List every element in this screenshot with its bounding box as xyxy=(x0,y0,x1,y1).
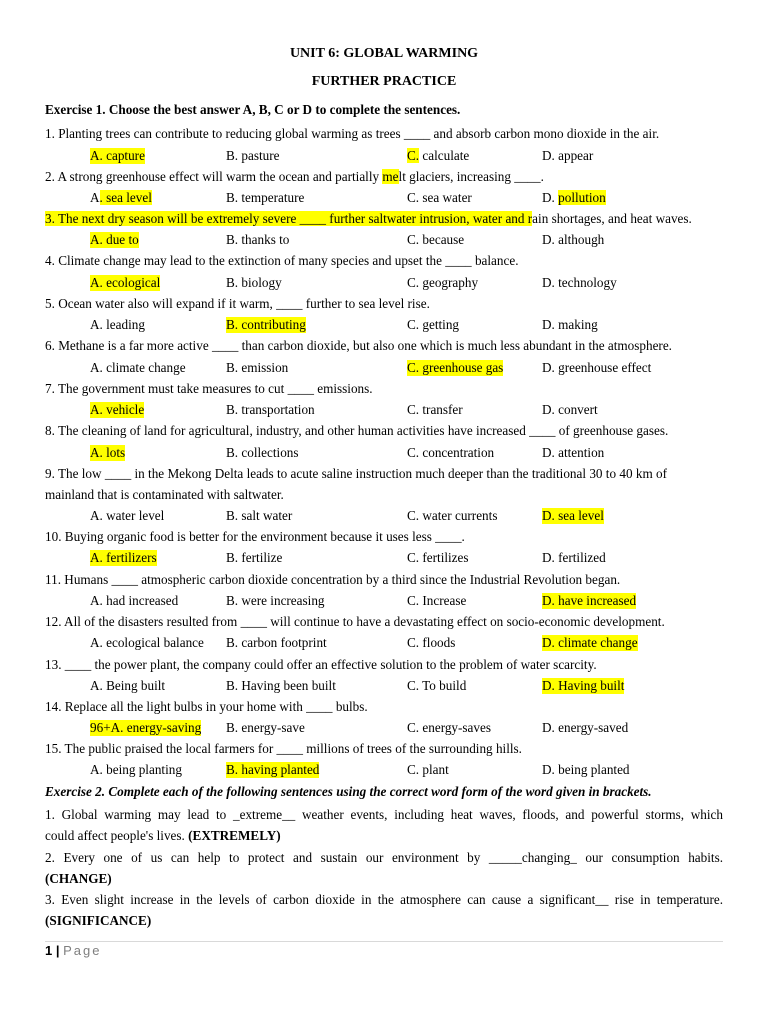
q13-option-c: C. To build xyxy=(407,678,467,693)
q6-option-c: C. greenhouse gas xyxy=(407,360,504,375)
exercise2-instruction: Exercise 2. Complete each of the following sentences using the correct word form of the word given in brackets. xyxy=(45,784,652,799)
q10-option-c: C. fertilizes xyxy=(407,550,469,565)
q15-option-b: B. having planted xyxy=(226,762,320,777)
q2-option-a-text: . sea level xyxy=(99,190,152,205)
q3-option-a: A. due to xyxy=(90,232,139,247)
q15-option-a: A. being planting xyxy=(90,762,182,777)
q9-option-d: D. sea level xyxy=(542,508,604,523)
q1-option-c xyxy=(407,148,469,164)
q13-option-a: A. Being built xyxy=(90,678,166,693)
q5-option-a: A. leading xyxy=(90,317,145,332)
q2-option-a xyxy=(90,190,152,206)
q2-stem-part2: lt glaciers, increasing ____. xyxy=(398,169,544,184)
question-12: 12. All of the disasters resulted from ____ will continue to have a devastating effect on socio-economic development. xyxy=(45,614,665,629)
q11-option-b: B. were increasing xyxy=(226,593,325,608)
q14-option-d: D. energy-saved xyxy=(542,720,629,735)
q10-option-d: D. fertilized xyxy=(542,550,606,565)
q1-option-a: A. capture xyxy=(90,148,145,163)
question-2 xyxy=(45,169,723,185)
ex2-sentence-3-line-1: 3. Even slight increase in the levels of carbon dioxide in the atmosphere can cause a significant__ rise in temperature. xyxy=(45,892,723,907)
q3-option-c: C. because xyxy=(407,232,465,247)
q9-option-b: B. salt water xyxy=(226,508,293,523)
q1-option-d: D. appear xyxy=(542,148,594,163)
q10-option-b: B. fertilize xyxy=(226,550,283,565)
ex2-sentence-1-text: could affect people's lives. xyxy=(45,828,189,843)
q4-option-b: B. biology xyxy=(226,275,282,290)
q8-option-a: A. lots xyxy=(90,445,126,460)
ex2-sentence-1-line-2 xyxy=(45,828,723,844)
ex2-sentence-1-line-1: 1. Global warming may lead to _extreme__ weather events, including heat waves, floods, and powerful storms, which xyxy=(45,807,723,822)
unit-title: UNIT 6: GLOBAL WARMING xyxy=(289,46,479,61)
q2-option-a-letter: A xyxy=(90,190,100,205)
q4-option-a: A. ecological xyxy=(90,275,161,290)
q7-option-a: A. vehicle xyxy=(90,402,145,417)
page-subtitle: FURTHER PRACTICE xyxy=(311,74,457,89)
page-separator: | xyxy=(52,943,64,958)
question-8: 8. The cleaning of land for agricultural, industry, and other human activities have increased ____ of greenhouse gases. xyxy=(45,423,669,438)
q5-option-b: B. contributing xyxy=(226,317,306,332)
footer-divider xyxy=(45,941,723,942)
q6-option-d: D. greenhouse effect xyxy=(542,360,652,375)
ex2-sentence-3-word: (SIGNIFICANCE) xyxy=(45,913,152,928)
q15-option-d: D. being planted xyxy=(542,762,630,777)
question-14: 14. Replace all the light bulbs in your home with ____ bulbs. xyxy=(45,699,368,714)
q11-option-a: A. had increased xyxy=(90,593,179,608)
q4-option-c: C. geography xyxy=(407,275,479,290)
q2-option-c: C. sea water xyxy=(407,190,472,205)
q7-option-d: D. convert xyxy=(542,402,598,417)
q3-option-b: B. thanks to xyxy=(226,232,290,247)
question-9-line-2: mainland that is contaminated with saltwater. xyxy=(45,487,284,502)
q6-option-b: B. emission xyxy=(226,360,289,375)
ex2-sentence-2-word: (CHANGE) xyxy=(45,871,112,886)
q3-option-d: D. although xyxy=(542,232,605,247)
q3-stem-rest: ain shortages, and heat waves. xyxy=(532,211,692,226)
q7-option-b: B. transportation xyxy=(226,402,315,417)
q3-stem-highlight: 3. The next dry season will be extremely severe ____ further saltwater intrusion, water and r xyxy=(45,211,533,226)
question-13: 13. ____ the power plant, the company could offer an effective solution to the problem of water scarcity. xyxy=(45,657,597,672)
question-7: 7. The government must take measures to cut ____ emissions. xyxy=(45,381,373,396)
q5-option-c: C. getting xyxy=(407,317,460,332)
q14-option-a: 96+A. energy-saving xyxy=(90,720,202,735)
q2-stem-part1: 2. A strong greenhouse effect will warm the ocean and partially xyxy=(45,169,383,184)
ex2-sentence-2-line-1: 2. Every one of us can help to protect and sustain our environment by _____changing_ our consumption habits. xyxy=(45,850,723,865)
q1-option-c-letter: C. xyxy=(407,148,420,163)
q7-option-c: C. transfer xyxy=(407,402,463,417)
question-3 xyxy=(45,211,723,227)
q9-option-a: A. water level xyxy=(90,508,165,523)
question-10: 10. Buying organic food is better for the environment because it uses less ____. xyxy=(45,529,465,544)
q12-option-a: A. ecological balance xyxy=(90,635,204,650)
q1-option-c-text: calculate xyxy=(419,148,470,163)
q13-option-d: D. Having built xyxy=(542,678,625,693)
question-1: 1. Planting trees can contribute to reducing global warming as trees ____ and absorb carbon mono dioxide in the air. xyxy=(45,126,660,141)
q8-option-c: C. concentration xyxy=(407,445,495,460)
question-5: 5. Ocean water also will expand if it warm, ____ further to sea level rise. xyxy=(45,296,430,311)
q11-option-c: C. Increase xyxy=(407,593,467,608)
q2-option-b: B. temperature xyxy=(226,190,305,205)
q12-option-c: C. floods xyxy=(407,635,456,650)
q14-option-b: B. energy-save xyxy=(226,720,305,735)
q13-option-b: B. Having been built xyxy=(226,678,336,693)
page-label: Page xyxy=(63,943,102,958)
q9-option-c: C. water currents xyxy=(407,508,498,523)
question-9-line-1: 9. The low ____ in the Mekong Delta leads to acute saline instruction much deeper than the traditional 30 to 40 km of xyxy=(45,466,667,481)
question-11: 11. Humans ____ atmospheric carbon dioxide concentration by a third since the Industrial Revolution began. xyxy=(45,572,621,587)
q12-option-d: D. climate change xyxy=(542,635,638,650)
q10-option-a: A. fertilizers xyxy=(90,550,157,565)
q2-option-d-text: pollution xyxy=(558,190,606,205)
q5-option-d: D. making xyxy=(542,317,598,332)
q8-option-b: B. collections xyxy=(226,445,299,460)
question-6: 6. Methane is a far more active ____ than carbon dioxide, but also one which is much less abundant in the atmosphere. xyxy=(45,338,672,353)
q1-option-b: B. pasture xyxy=(226,148,280,163)
q12-option-b: B. carbon footprint xyxy=(226,635,327,650)
page-number: 1 xyxy=(45,943,53,958)
q15-option-c: C. plant xyxy=(407,762,449,777)
ex2-sentence-1-word: (EXTREMELY) xyxy=(188,828,281,843)
q2-stem-highlight: me xyxy=(382,169,399,184)
page-footer xyxy=(45,943,101,958)
q6-option-a: A. climate change xyxy=(90,360,186,375)
q11-option-d: D. have increased xyxy=(542,593,637,608)
q2-option-d xyxy=(542,190,606,206)
q14-option-c: C. energy-saves xyxy=(407,720,491,735)
q4-option-d: D. technology xyxy=(542,275,617,290)
exercise1-instruction: Exercise 1. Choose the best answer A, B, C or D to complete the sentences. xyxy=(45,102,461,117)
question-15: 15. The public praised the local farmers for ____ millions of trees of the surrounding hills. xyxy=(45,741,522,756)
question-4: 4. Climate change may lead to the extinction of many species and upset the ____ balance. xyxy=(45,253,519,268)
q2-option-d-letter: D. xyxy=(542,190,559,205)
q8-option-d: D. attention xyxy=(542,445,605,460)
